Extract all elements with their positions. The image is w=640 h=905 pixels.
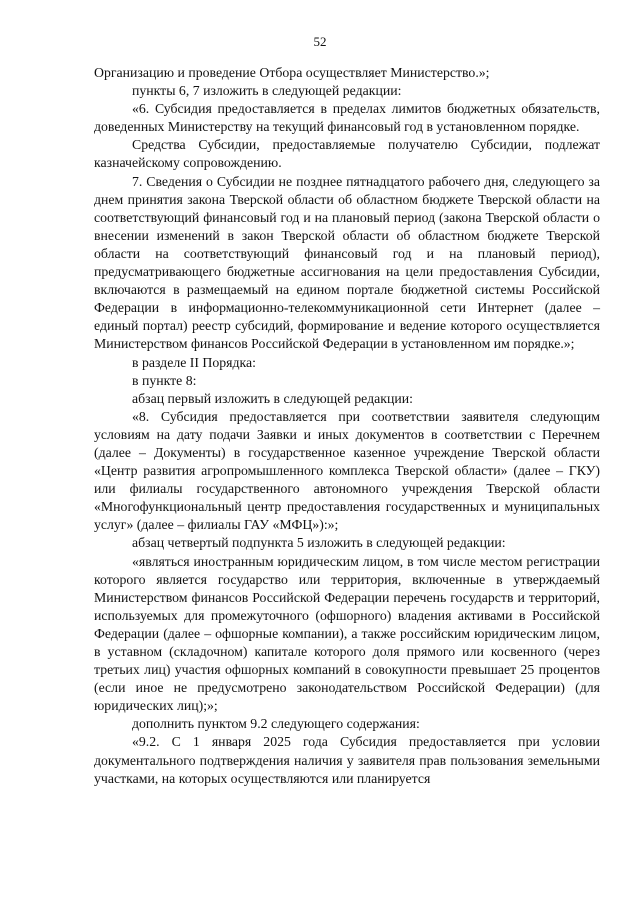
paragraph: абзац четвертый подпункта 5 изложить в следующей редакции:	[132, 535, 506, 551]
paragraph: Организацию и проведение Отбора осуществляет Министерство.»;	[94, 65, 490, 80]
paragraph: «6. Субсидия предоставляется в пределах лимитов бюджетных обязательств, доведенных Министерству на текущий финансовый год в установленном порядке.	[94, 101, 600, 135]
paragraph: в пункте 8:	[132, 372, 197, 388]
paragraph: абзац первый изложить в следующей редакции:	[132, 390, 413, 406]
paragraph: в разделе II Порядка:	[132, 354, 257, 370]
paragraph: пункты 6, 7 изложить в следующей редакции:	[132, 83, 402, 99]
paragraph: Средства Субсидии, предоставляемые получателю Субсидии, подлежат казначейскому сопровождению.	[94, 137, 600, 171]
paragraph: «9.2. С 1 января 2025 года Субсидия предоставляется при условии документального подтверждения наличия у заявителя прав пользования земельными участками, на которых осуществляются или планируется	[94, 734, 600, 786]
paragraph: «являться иностранным юридическим лицом, в том числе местом регистрации которого является государство или территория, включенные в утверждаемый Министерством финансов Российской Федерации перечень государств и территорий, используемых для промежуточного (офшорного) владения активами в Российской Федерации (далее – офшорные компании), а также российским юридическим лицом, в уставном (складочном) капитале которого доля прямого или косвенного (через третьих лиц) участия офшорных компаний в совокупности превышает 25 процентов (если иное не предусмотрено законодательством Российской Федерации) (для юридических лиц);»;	[94, 553, 600, 714]
page-number: 52	[313, 34, 327, 49]
paragraph: «8. Субсидия предоставляется при соответствии заявителя следующим условиям на дату подачи Заявки и иных документов в соответствии с Перечнем (далее – Документы) в государственное казенное учреждение Тверской области «Центр развития агропромышленного комплекса Тверской области» (далее – ГКУ) или филиалы государственного автономного учреждения Тверской области «Многофункциональный центр предоставления государственных и муниципальных услуг» (далее – филиалы ГАУ «МФЦ»):»;	[94, 408, 600, 533]
paragraph: дополнить пунктом 9.2 следующего содержания:	[132, 716, 420, 732]
document-body	[94, 64, 600, 788]
paragraph: 7. Сведения о Субсидии не позднее пятнадцатого рабочего дня, следующего за днем принятия закона Тверской области об областном бюджете Тверской области на соответствующий финансовый год и на плановый период (закона Тверской области о внесении изменений в закон Тверской области об областном бюджете Тверской области на соответствующий финансовый год и на плановый период), предусматривающего бюджетные ассигнования на цели предоставления Субсидии, включаются в размещаемый на едином портале бюджетной системы Российской Федерации в информационно-телекоммуникационной сети Интернет (далее – единый портал) реестр субсидий, формирование и ведение которого осуществляется Министерством финансов Российской Федерации в установленном им порядке.»;	[94, 173, 600, 352]
